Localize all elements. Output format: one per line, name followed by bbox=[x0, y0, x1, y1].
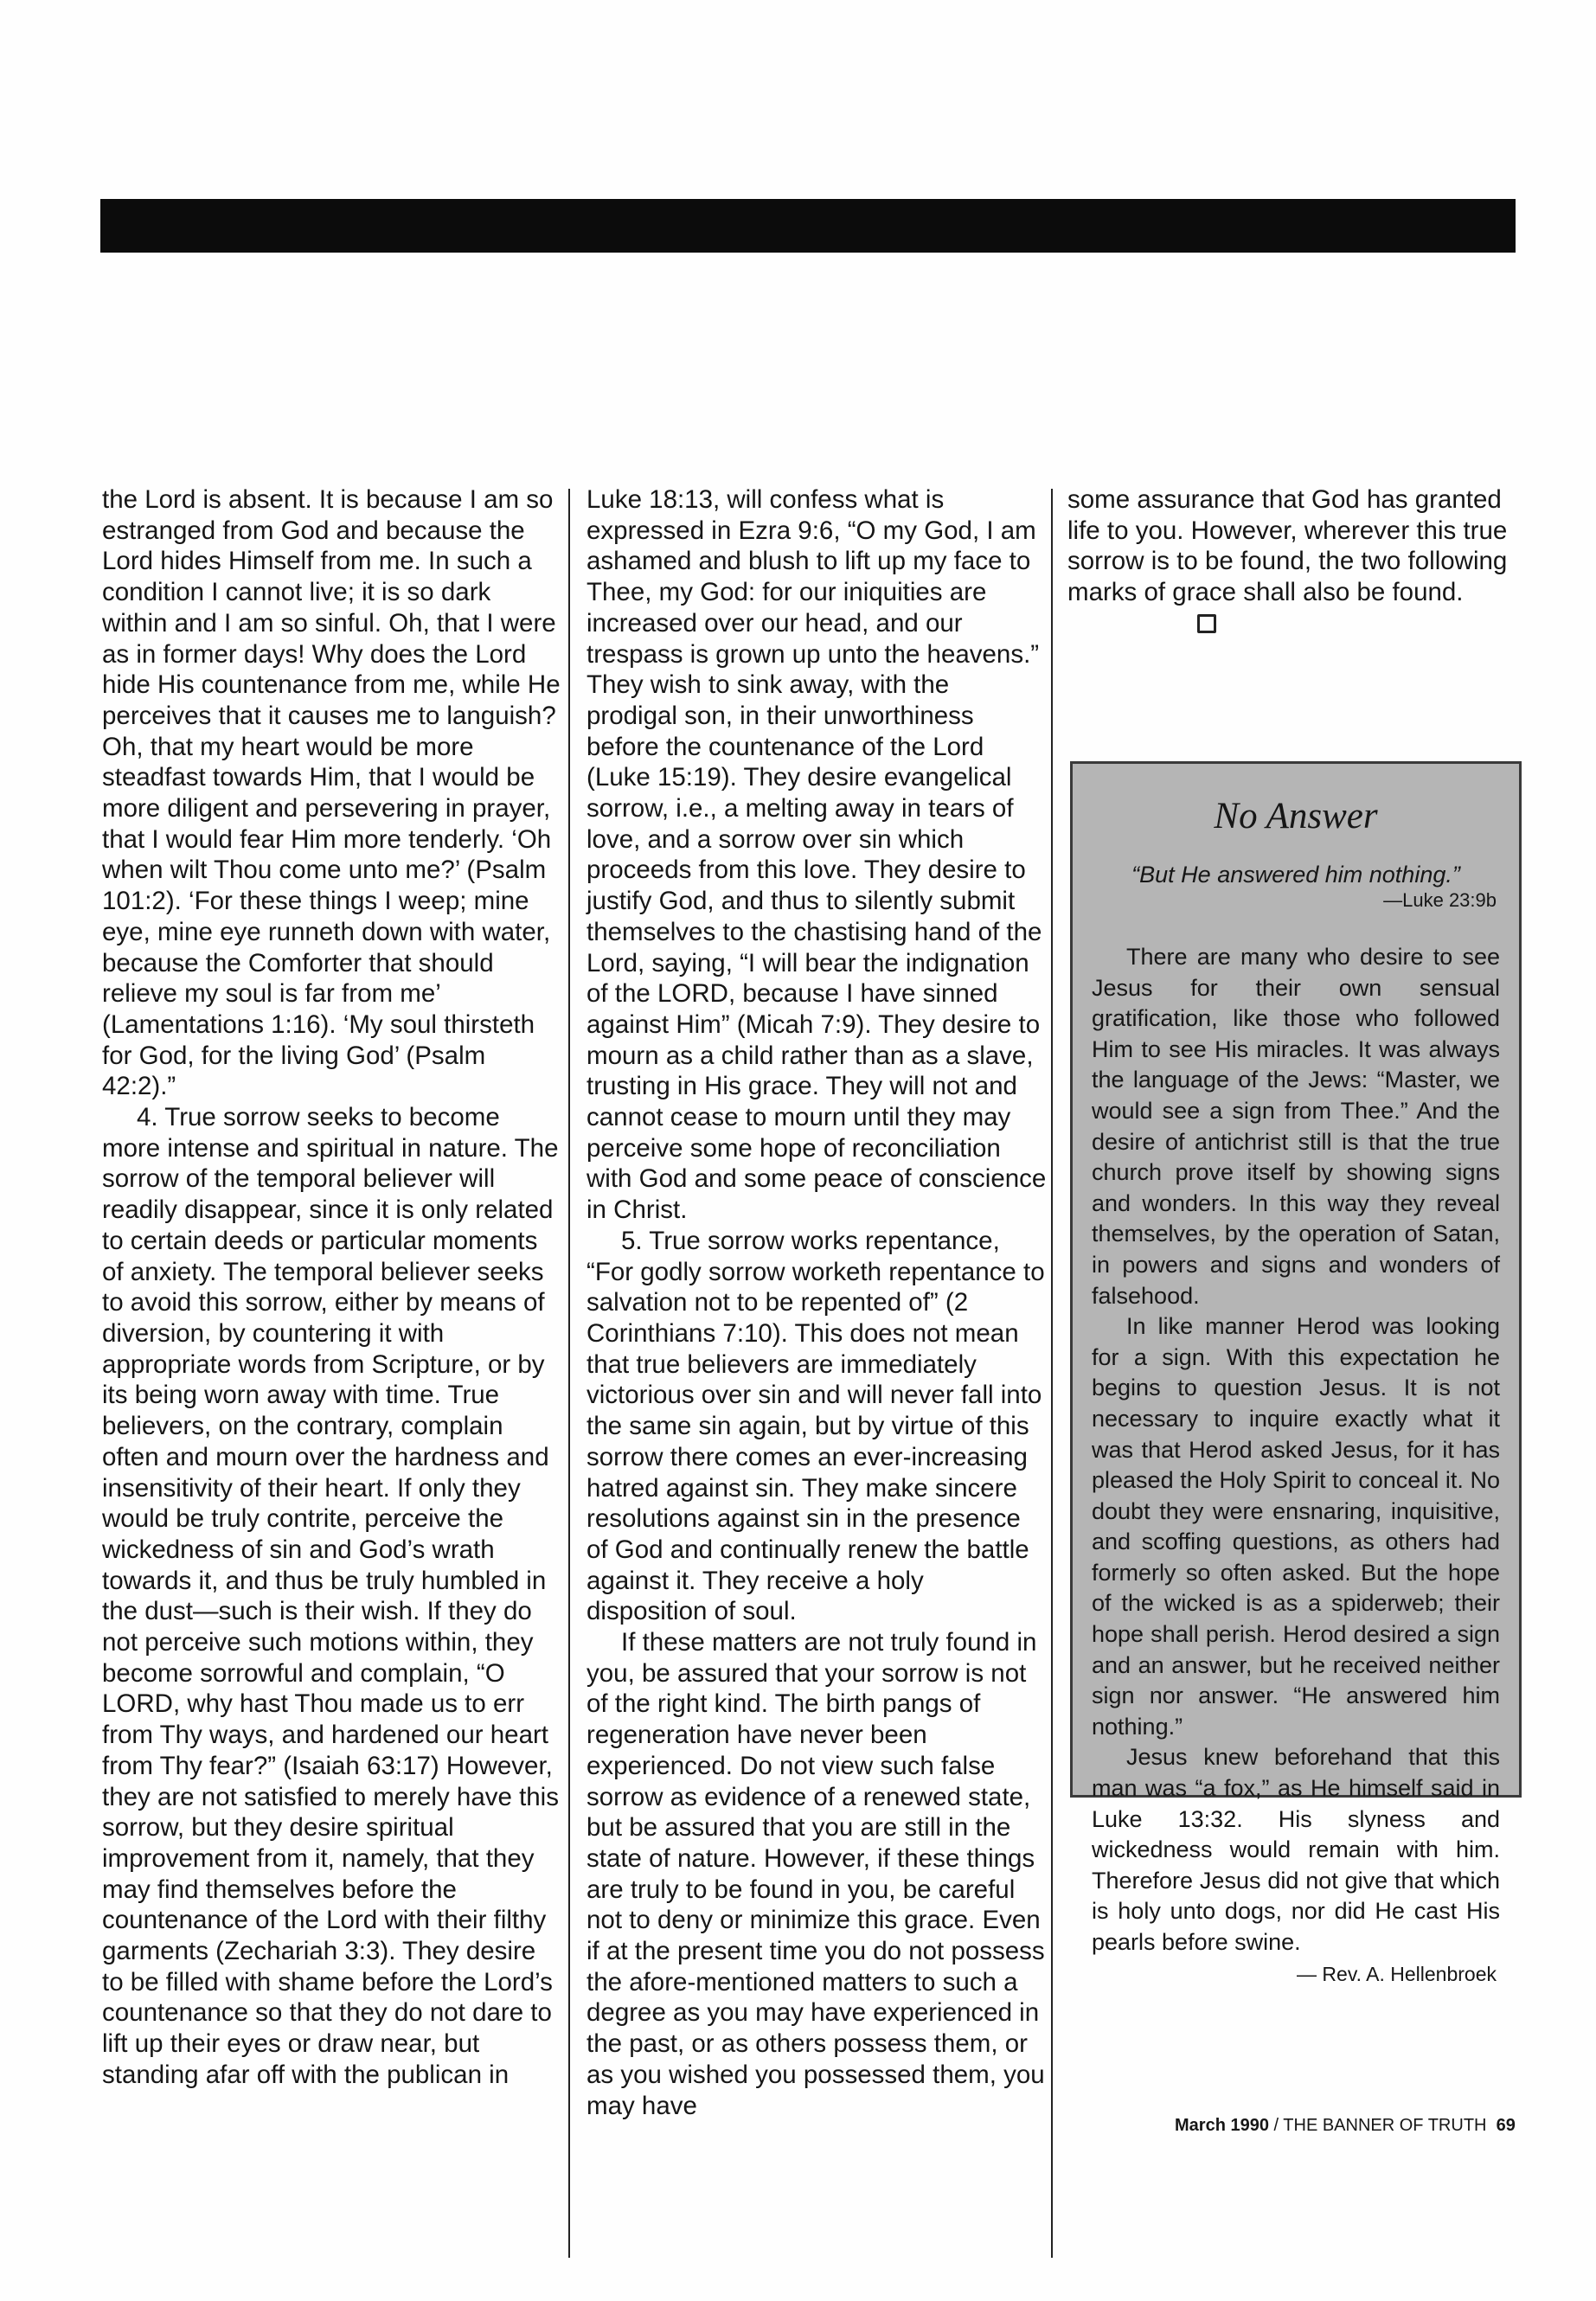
sidebar-title: No Answer bbox=[1214, 796, 1378, 836]
end-of-article-icon bbox=[1197, 614, 1216, 633]
footer-date: March 1990 bbox=[1175, 2116, 1269, 2135]
paragraph: Luke 18:13, will confess what is expressed in Ezra 9:6, “O my God, I am ashamed and blush to lift up my face to Thee, my God: for our iniquities are increased over our head, and our trespass is grown up unto the heavens.” They wish to sink away, with the prodigal son, in their unworthiness before the countenance of the Lord (Luke 15:19). They desire evangelical sorrow, i.e., a melting away in tears of love, and a sorrow over sin which proceeds from this love. They desire to justify God, and thus to silently submit themselves to the chastising hand of the Lord, saying, “I will bear the indignation of the LORD, because I have sinned against Him” (Micah 7:9). They desire to mourn as a child rather than as a slave, trusting in His grace. They will not and cannot cease to mourn until they may perceive some hope of reconciliation with God and some peace of conscience in Christ. bbox=[586, 485, 1047, 1225]
page-footer bbox=[1175, 2114, 1516, 2137]
sidebar-paragraph: Jesus knew beforehand that this man was “a fox,” as He himself said in Luke 13:32. His slyness and wickedness would remain with him. Therefore Jesus did not give that which is holy unto dogs, nor did He cast His pearls before swine. bbox=[1092, 1744, 1500, 1955]
paragraph bbox=[1067, 484, 1524, 639]
sidebar-quote-reference: —Luke 23:9b bbox=[1383, 889, 1497, 911]
article-column-2 bbox=[586, 484, 1047, 2121]
article-column-1 bbox=[102, 484, 562, 2091]
column-divider bbox=[1051, 489, 1053, 2258]
sidebar-attribution: — Rev. A. Hellenbroek bbox=[1297, 1962, 1497, 1985]
sidebar-paragraph: In like manner Herod was looking for a sign. With this expectation he begins to question Jesus. It is not necessary to inquire exactly what it was that Herod asked Jesus, for it has pleased the Holy Spirit to conceal it. No doubt they were ensnaring, inquisitive, and scoffing questions, as others had formerly so often asked. But the hope of the wicked is as a spiderweb; their hope shall perish. Herod desired a sign and an answer, but he received neither sign nor answer. “He answered him nothing.” bbox=[1092, 1313, 1500, 1740]
footer-separator: / bbox=[1268, 2116, 1284, 2135]
paragraph-text: some assurance that God has granted life to you. However, wherever this true sorrow is to be found, the two following marks of grace shall also be found. bbox=[1067, 485, 1508, 607]
column-divider bbox=[568, 489, 570, 2258]
sidebar-body bbox=[1092, 942, 1500, 1958]
header-bar bbox=[100, 199, 1516, 253]
sidebar-box bbox=[1070, 761, 1522, 1985]
paragraph: 5. True sorrow works repentance, “For godly sorrow worketh repentance to salvation not to be repented of” (2 Corinthians 7:10). This does not mean that true believers are immediately victorious over sin and will never fall into the same sin again, but by virtue of this sorrow there comes an ever-increasing hatred against sin. They make sincere resolutions against sin in the presence of God and continually renew the battle against it. They receive a holy disposition of soul. bbox=[586, 1226, 1045, 1626]
paragraph: the Lord is absent. It is because I am so estranged from God and because the Lord hides Himself from me. In such a condition I cannot live; it is so dark within and I am so sinful. Oh, that I were as in former days! Why does the Lord hide His countenance from me, while He perceives that it causes me to languish? Oh, that my heart would be more steadfast towards Him, that I would be more diligent and persevering in prayer, that I would fear Him more tenderly. ‘Oh when wilt Thou come unto me?’ (Psalm 101:2). ‘For these things I weep; mine eye, mine eye runneth down with water, because the Comforter that should relieve my soul is far from me’ (Lamentations 1:16). ‘My soul thirsteth for God, for the living God’ (Psalm 42:2).” bbox=[102, 485, 561, 1101]
sidebar-quote: “But He answered him nothing.” bbox=[1131, 862, 1460, 888]
sidebar-paragraph: There are many who desire to see Jesus for their own sensual gratification, like those who followed Him to see His miracles. It was always the language of the Jews: “Master, we would see a sign from Thee.” And the desire of antichrist still is that the true church prove itself by showing signs and wonders. In this way they reveal themselves, by the operation of Satan, in powers and signs and wonders of falsehood. bbox=[1092, 944, 1500, 1309]
article-column-3 bbox=[1067, 484, 1524, 639]
page-number: 69 bbox=[1496, 2116, 1516, 2135]
footer-publication: THE BANNER OF TRUTH bbox=[1283, 2116, 1487, 2135]
paragraph: 4. True sorrow seeks to become more intense and spiritual in nature. The sorrow of the temporal believer will readily disappear, since it is only related to certain deeds or particular moments of anxiety. The temporal believer seeks to avoid this sorrow, either by means of diversion, by countering it with appropriate words from Scripture, or by its being worn away with time. True believers, on the contrary, complain often and mourn over the hardness and insensitivity of their heart. If only they would be truly contrite, perceive the wickedness of sin and God’s wrath towards it, and thus be truly humbled in the dust—such is their wish. If they do not perceive such motions within, they become sorrowful and complain, “O LORD, why hast Thou made us to err from Thy ways, and hardened our heart from Thy fear?” (Isaiah 63:17) However, they are not satisfied to merely have this sorrow, but they desire spiritual improvement from it, namely, that they may find themselves before the countenance of the Lord with their filthy garments (Zechariah 3:3). They desire to be filled with shame before the Lord’s countenance so that they do not dare to lift up their eyes or draw near, but standing afar off with the publican in bbox=[102, 1103, 559, 2089]
paragraph: If these matters are not truly found in you, be assured that your sorrow is not of the right kind. The birth pangs of regeneration have never been experienced. Do not view such false sorrow as evidence of a renewed state, but be assured that you are still in the state of nature. However, if these things are truly to be found in you, be careful not to deny or minimize this grace. Even if at the present time you do not possess the afore-mentioned matters to such a degree as you may have experienced in the past, or as others possess them, or as you wished you possessed them, you may have bbox=[586, 1628, 1045, 2120]
